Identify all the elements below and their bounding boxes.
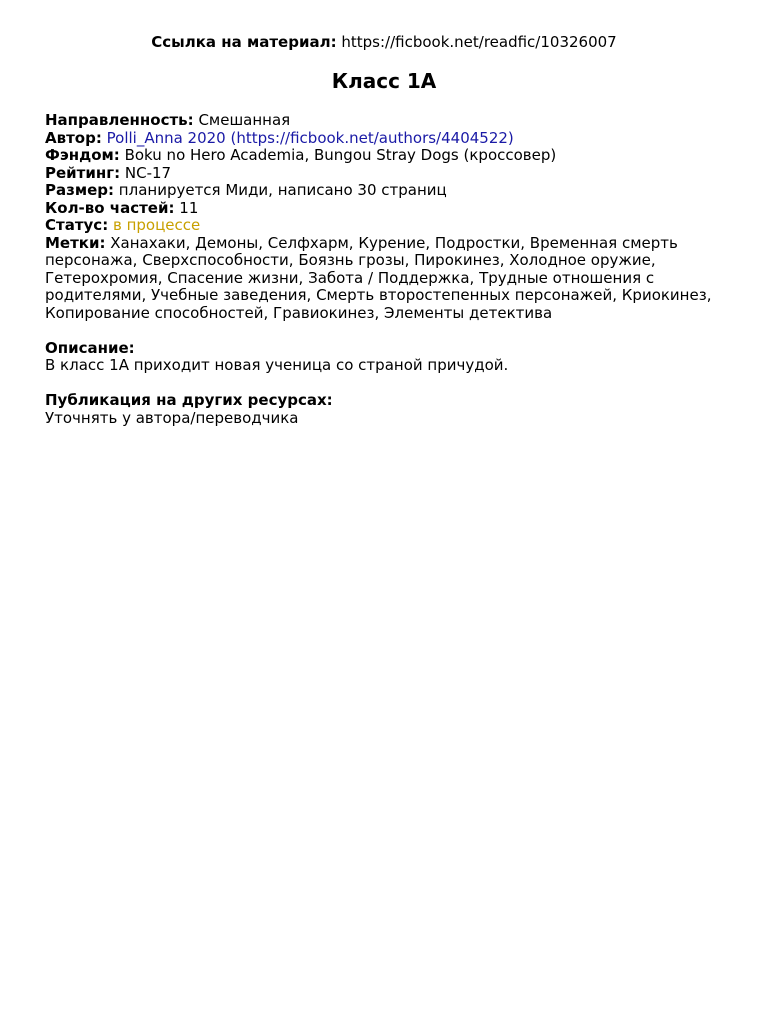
status-value: в процессе — [112, 216, 201, 234]
direction-row — [45, 112, 725, 130]
metadata-block — [45, 112, 725, 427]
fandom-row — [45, 147, 725, 165]
fandom-value: Boku no Hero Academia, Bungou Stray Dogs (кроссовер) — [124, 146, 557, 164]
rating-value: NC-17 — [124, 163, 172, 182]
author-link[interactable]: Polli_Anna 2020 (https://ficbook.net/authors/4404522) — [106, 128, 514, 147]
author-row — [45, 130, 725, 148]
status-row — [45, 217, 725, 235]
publication-section — [45, 392, 725, 427]
rating-label: Рейтинг: — [45, 163, 121, 182]
publication-text: Уточнять у автора/переводчика — [45, 408, 299, 427]
fandom-label: Фэндом: — [45, 146, 120, 164]
tags-row — [45, 235, 725, 323]
parts-row — [45, 200, 725, 218]
direction-label: Направленность: — [45, 111, 194, 129]
tags-label: Метки: — [45, 233, 106, 252]
parts-value: 11 — [179, 198, 199, 217]
description-label: Описание: — [45, 338, 135, 357]
source-label: Ссылка на материал: — [151, 33, 337, 51]
description-section — [45, 340, 725, 375]
source-line — [0, 33, 768, 51]
publication-label: Публикация на других ресурсах: — [45, 391, 333, 409]
tags-value: Ханахаки, Демоны, Селфхарм, Курение, Подростки, Временная смерть персонажа, Сверхспособности, Боязнь грозы, Пирокинез, Холодное оружие, Гетерохромия, Спасение жизни, Забота / Поддержка, Трудные отношения с родителями, Учебные заведения, Смерть второстепенных персонажей, Криокинез, Копирование способностей, Гравиокинез, Элементы детектива — [45, 233, 712, 322]
author-label: Автор: — [45, 128, 102, 147]
status-label: Статус: — [45, 216, 109, 234]
size-row — [45, 182, 725, 200]
size-value: планируется Миди, написано 30 страниц — [118, 181, 447, 199]
size-label: Размер: — [45, 181, 115, 199]
page-title: Класс 1А — [331, 69, 437, 93]
source-url[interactable]: https://ficbook.net/readfic/10326007 — [341, 33, 617, 51]
rating-row — [45, 165, 725, 183]
parts-label: Кол-во частей: — [45, 198, 175, 217]
direction-value: Смешанная — [198, 111, 291, 129]
description-text: В класс 1А приходит новая ученица со страной причудой. — [45, 356, 509, 374]
